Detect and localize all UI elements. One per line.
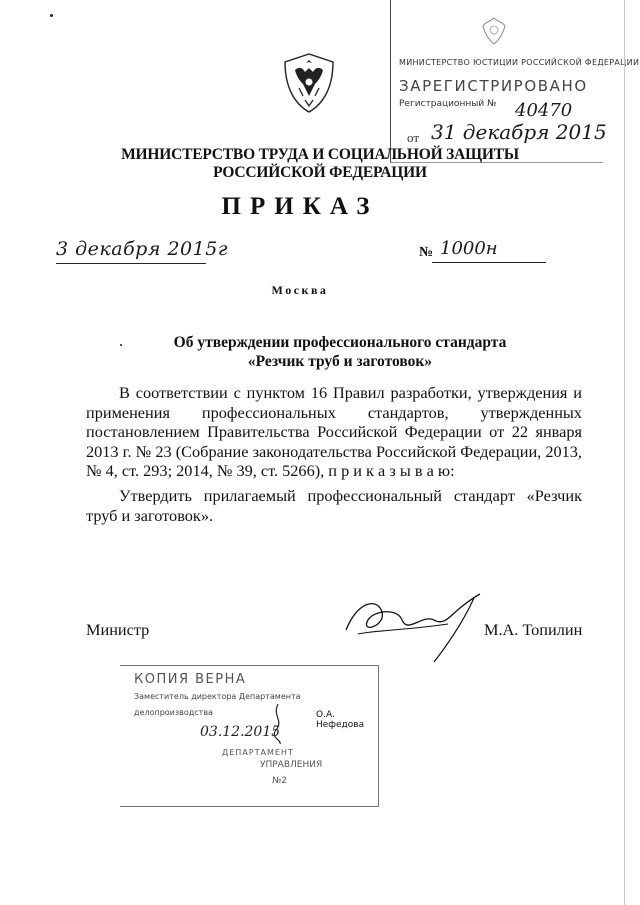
copy-stamp-date: 03.12.2015 bbox=[200, 724, 281, 740]
signer-position: Министр bbox=[86, 620, 150, 639]
page-edge bbox=[624, 0, 625, 905]
ministry-name bbox=[60, 146, 580, 182]
order-number: 1000н bbox=[440, 238, 498, 259]
city: Москва bbox=[271, 283, 329, 297]
copy-stamp-number: №2 bbox=[272, 776, 288, 786]
order-verb: п р и к а з ы в а ю: bbox=[328, 461, 455, 480]
russian-coat-of-arms-icon bbox=[281, 48, 337, 114]
registration-stamp bbox=[390, 0, 640, 163]
date-underline bbox=[56, 263, 206, 264]
paragraph-basis-text: В соответствии с пунктом 16 Правил разработки, утверждения и применения профессиональных стандартов, утвержденных постановлением Правительства Российской Федерации от 22 января 2013 г. № 23 (Собрание законодательства Российской Федерации, 2013, № 4, ст. 293; 2014, № 39, ст. 5266), bbox=[86, 383, 582, 480]
scan-speck bbox=[120, 344, 122, 346]
stamp-date-value: 31 декабря 2015 bbox=[431, 120, 607, 144]
scan-speck bbox=[50, 14, 53, 17]
number-sign: № bbox=[419, 245, 434, 260]
signer-name: М.А. Топилин bbox=[484, 620, 583, 639]
copy-stamp-dept2: УПРАВЛЕНИЯ bbox=[260, 760, 323, 770]
order-title bbox=[80, 333, 600, 371]
copy-stamp-line1: Заместитель директора Департамента bbox=[134, 692, 301, 701]
stamp-regnum-value: 40470 bbox=[515, 100, 573, 121]
stamp-header: МИНИСТЕРСТВО ЮСТИЦИИ РОССИЙСКОЙ ФЕДЕРАЦИИ bbox=[399, 58, 640, 67]
paragraph-approve: Утвердить прилагаемый профессиональный стандарт «Резчик труб и заготовок». bbox=[86, 486, 582, 525]
number-underline bbox=[432, 262, 546, 263]
title-line-2: «Резчик труб и заготовок» bbox=[247, 353, 433, 370]
stamp-status: ЗАРЕГИСТРИРОВАНО bbox=[399, 77, 588, 95]
title-line-1: Об утверждении профессионального стандарта bbox=[173, 334, 507, 351]
document-type: ПРИКАЗ bbox=[221, 193, 379, 220]
copy-stamp-title: КОПИЯ ВЕРНА bbox=[134, 672, 247, 687]
handwritten-signature bbox=[338, 590, 488, 670]
stamp-date-prefix: от bbox=[407, 130, 420, 145]
stamp-emblem-icon bbox=[481, 16, 507, 46]
copy-certification-stamp bbox=[120, 665, 379, 807]
order-date: 3 декабря 2015г bbox=[56, 238, 228, 260]
copy-stamp-signer: О.А. Нефедова bbox=[316, 710, 365, 730]
copy-stamp-dept: ДЕПАРТАМЕНТ bbox=[222, 748, 294, 757]
copy-stamp-line2: делопроизводства bbox=[134, 708, 213, 717]
stamp-regnum-label: Регистрационный № bbox=[399, 99, 497, 109]
paragraph-basis bbox=[86, 383, 582, 481]
ministry-line-2: РОССИЙСКОЙ ФЕДЕРАЦИИ bbox=[213, 164, 427, 181]
ministry-line-1: МИНИСТЕРСТВО ТРУДА И СОЦИАЛЬНОЙ ЗАЩИТЫ bbox=[121, 146, 519, 163]
